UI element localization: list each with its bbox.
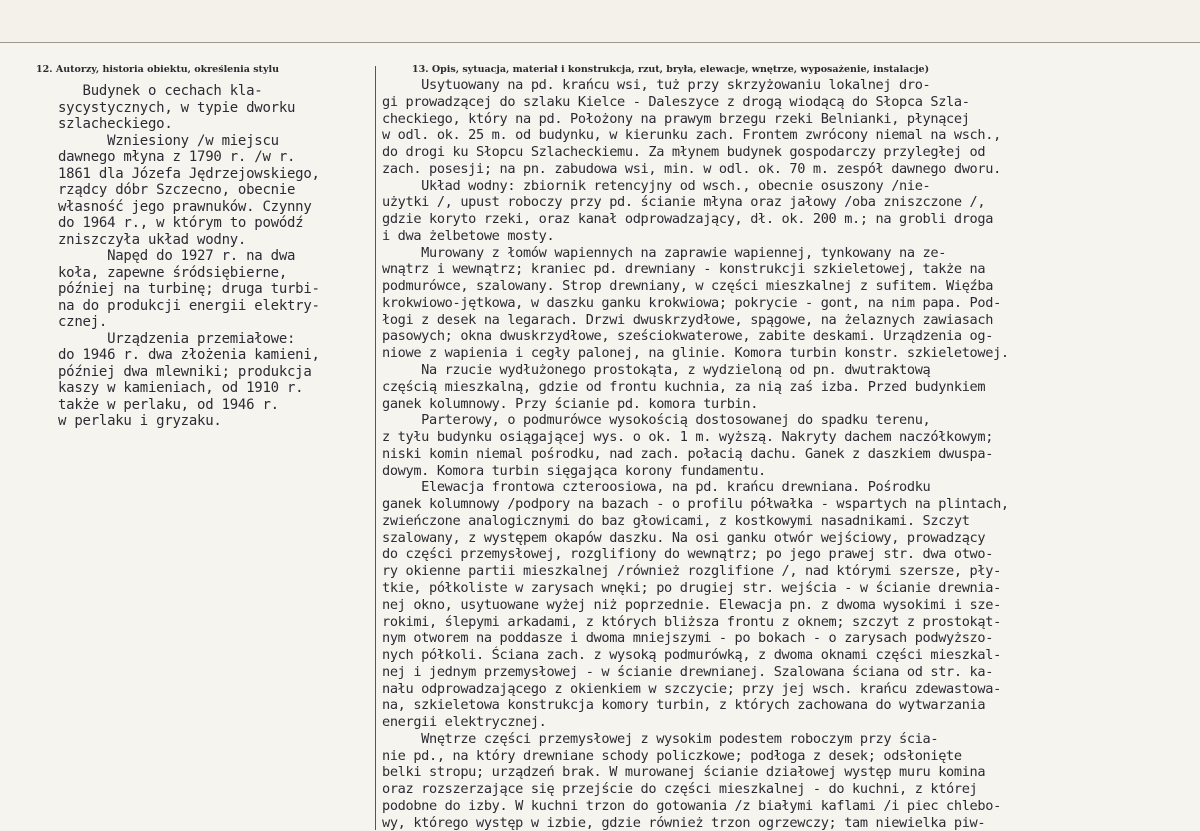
history-text-line: także w perlaku, od 1946 r. [58,396,279,413]
history-text-line: szlacheckiego. [58,116,173,132]
history-text-line: własność jego prawnuków. Czynny [58,198,312,215]
description-text-line: belki stropu; urządzeń brak. W murowanej ścianie działowej występ muru komina [382,764,986,781]
history-text-line: rządcy dóbr Szczecno, obecnie [58,182,296,198]
description-text-line: energii elektrycznej. [382,714,547,731]
description-text-line: wnątrz i wewnątrz; kraniec pd. drewniany - konstrukcji szkieletowej, także na [382,261,986,278]
history-text-line: Budynek o cechach kla- [58,83,263,99]
description-text-line: Na rzucie wydłużonego prostokąta, z wydzieloną od pn. dwutraktową [382,362,931,379]
description-text-line: krokwiowo-jętkowa, w daszku ganku krokwiowa; pokrycie - gont, na nim papa. Pod- [382,294,1001,311]
description-text-line: gdzie koryto rzeki, oraz kanał odprowadzający, dł. ok. 200 m.; na grobli droga [382,211,994,228]
history-text-line: Wzniesiony /w miejscu [58,132,279,149]
history-text-line: później dwa mlewniki; produkcja [58,363,312,380]
description-text-line: nych półkoli. Ściana zach. z wysoką podmurówką, z dwoma oknami części mieszkal- [382,647,1001,664]
history-text-line: kaszy w kamieniach, od 1910 r. [58,380,304,396]
description-text-line: podobne do izby. W kuchni trzon do gotowania /z białymi kaflami /i piec chlebo- [382,797,1001,814]
description-text-line: tkie, półkoliste w zarysach wnęki; po drugiej str. wejścia - w ścianie drewnia- [382,579,1001,596]
description-text-line: Murowany z łomów wapiennych na zaprawie wapiennej, tynkowany na ze- [382,244,947,261]
history-text-column [58,83,376,430]
description-text-line: szalowany, z występem okapów daszku. Na osi ganku otwór wejściowy, prowadzący [382,529,986,546]
description-text-line: Elewacja frontowa czteroosiowa, na pd. krańcu drewniana. Pośrodku [382,479,931,496]
description-text-line: częścią mieszkalną, gdzie od frontu kuchnia, za nią zaś izba. Przed budynkiem [382,378,986,395]
history-text-line: 1861 dla Józefa Jędrzejowskiego, [58,165,320,182]
description-text-line: niowe z wapienia i cegły palonej, na glinie. Komora turbin konstr. szkieletowej. [382,345,1009,362]
history-text-line: na do produkcji energii elektry- [58,297,320,314]
history-text-line: dawnego młyna z 1790 r. /w r. [58,149,296,165]
description-text-line: rokimi, ślepymi arkadami, z których bliższa frontu z oknem; szczyt z prostokąt- [382,613,1001,630]
history-text-line: cznej. [58,314,108,330]
description-text-line: Parterowy, o podmurówce wysokością dostosowanej do spadku terenu, [382,412,931,429]
history-text-line: sycystycznych, w typie dworku [58,99,296,116]
page-top-border [0,0,1200,43]
description-text-line: nym otworem na poddasze i dwoma mniejszymi - po bokach - o zarysach podwyższo- [382,630,994,647]
history-text-line: Napęd do 1927 r. na dwa [58,248,296,264]
history-text-line: koła, zapewne śródsiębierne, [58,264,288,281]
description-text-line: ry okienne partii mieszkalnej /również rozglifione /, nad którymi szersze, pły- [382,563,1001,580]
description-text-line: i dwa żelbetowe mosty. [382,227,555,244]
description-text-line: do drogi ku Słopcu Szlacheckiemu. Za młynem budynek gospodarczy przyległej od [382,144,986,161]
description-text-line: podmurówce, szalowany. Strop drewniany, w części mieszkalnej z sufitem. Więźba [382,278,994,295]
section-13-header: 13. Opis, sytuacja, materiał i konstrukcja, rzut, bryła, elewacje, wnętrze, wyposażenie, instalacje) [412,64,930,75]
description-text-line: Usytuowany na pd. krańcu wsi, tuż przy skrzyżowaniu lokalnej dro- [382,77,931,93]
description-text-column [382,77,1177,831]
description-text-line: dowym. Komora turbin sięgająca korony fundamentu. [382,462,766,479]
description-text-line: ganek kolumnowy /podpory na bazach - o profilu półwałka - wspartych na plintach, [382,496,1009,513]
description-text-line: ganek kolumnowy. Przy ścianie pd. komora turbin. [382,395,759,412]
description-text-line: zach. posesji; na pn. zabudowa wsi, min. w odl. ok. 70 m. zespół dawnego dworu. [382,160,1001,177]
description-text-line: do części przemysłowej, rozglifiony do wewnątrz; po jego prawej str. dwa otwo- [382,546,994,563]
history-text-line: w perlaku i gryzaku. [58,413,222,429]
description-text-line: nie pd., na który drewniane schody policzkowe; podłoga z desek; odsłonięte [382,747,962,764]
history-text-line: do 1964 r., w którym to powódź [58,215,304,231]
description-text-line: zwieńczone analogicznymi do baz głowicami, z kostkowymi nasadnikami. Szczyt [382,512,970,529]
description-text-line: nej i jednym przemysłowej - w ścianie drewnianej. Szalowana ściana od str. ka- [382,663,994,680]
description-text-line: oraz rozszerzające się przejście do części mieszkalnej - do kuchni, z której [382,781,978,798]
description-text-line: pasowych; okna dwuskrzydłowe, sześciokwaterowe, zabite deskami. Urządzenia og- [382,328,994,345]
history-text-line: do 1946 r. dwa złożenia kamieni, [58,347,320,363]
description-text-line: niski komin niemal pośrodku, nad zach. połacią dachu. Ganek z daszkiem dwuspa- [382,445,994,462]
description-text-line: w odl. ok. 25 m. od budynku, w kierunku zach. Frontem zwrócony niemal na wsch., [382,127,1001,144]
description-text-line: nału odprowadzającego z okienkiem w szczycie; przy jej wsch. krańcu zdewastowa- [382,680,1001,697]
history-text-line: później na turbinę; druga turbi- [58,281,320,297]
description-text-line: Układ wodny: zbiornik retencyjny od wsch., obecnie osuszony /nie- [382,177,931,194]
description-text-line: nej okno, usytuowane wyżej niż poprzednie. Elewacja pn. z dwoma wysokimi i sze- [382,596,1001,613]
description-text-line: gi prowadzącej do szlaku Kielce - Daleszyce z drogą wiodącą do Słopca Szla- [382,93,970,110]
section-12-header: 12. Autorzy, historia obiektu, określenia stylu [36,64,279,75]
description-text-line: checkiego, który na pd. Położony na prawym brzegu rzeki Belnianki, płynącej [382,110,970,127]
description-text-line: łogi z desek na legarach. Drzwi dwuskrzydłowe, spągowe, na żelaznych zawiasach [382,311,994,328]
history-text-line: zniszczyła układ wodny. [58,231,247,248]
description-text-line: na, szkieletowa konstrukcja komory turbin, z których zachowana do wytwarzania [382,697,986,714]
description-text-line: Wnętrze części przemysłowej z wysokim podestem roboczym przy ścia- [382,730,939,747]
description-text-line: z tyłu budynku osiągającej wys. o ok. 1 m. wyższą. Nakryty dachem naczółkowym; [382,429,994,446]
description-text-line: użytki /, upust roboczy przy pd. ścianie młyna oraz jałowy /oba zniszczone /, [382,194,986,211]
history-text-line: Urządzenia przemiałowe: [58,330,296,347]
description-text-line: wy, którego występ w izbie, gdzie również trzon ogrzewczy; tam niewielka piw- [382,814,986,831]
